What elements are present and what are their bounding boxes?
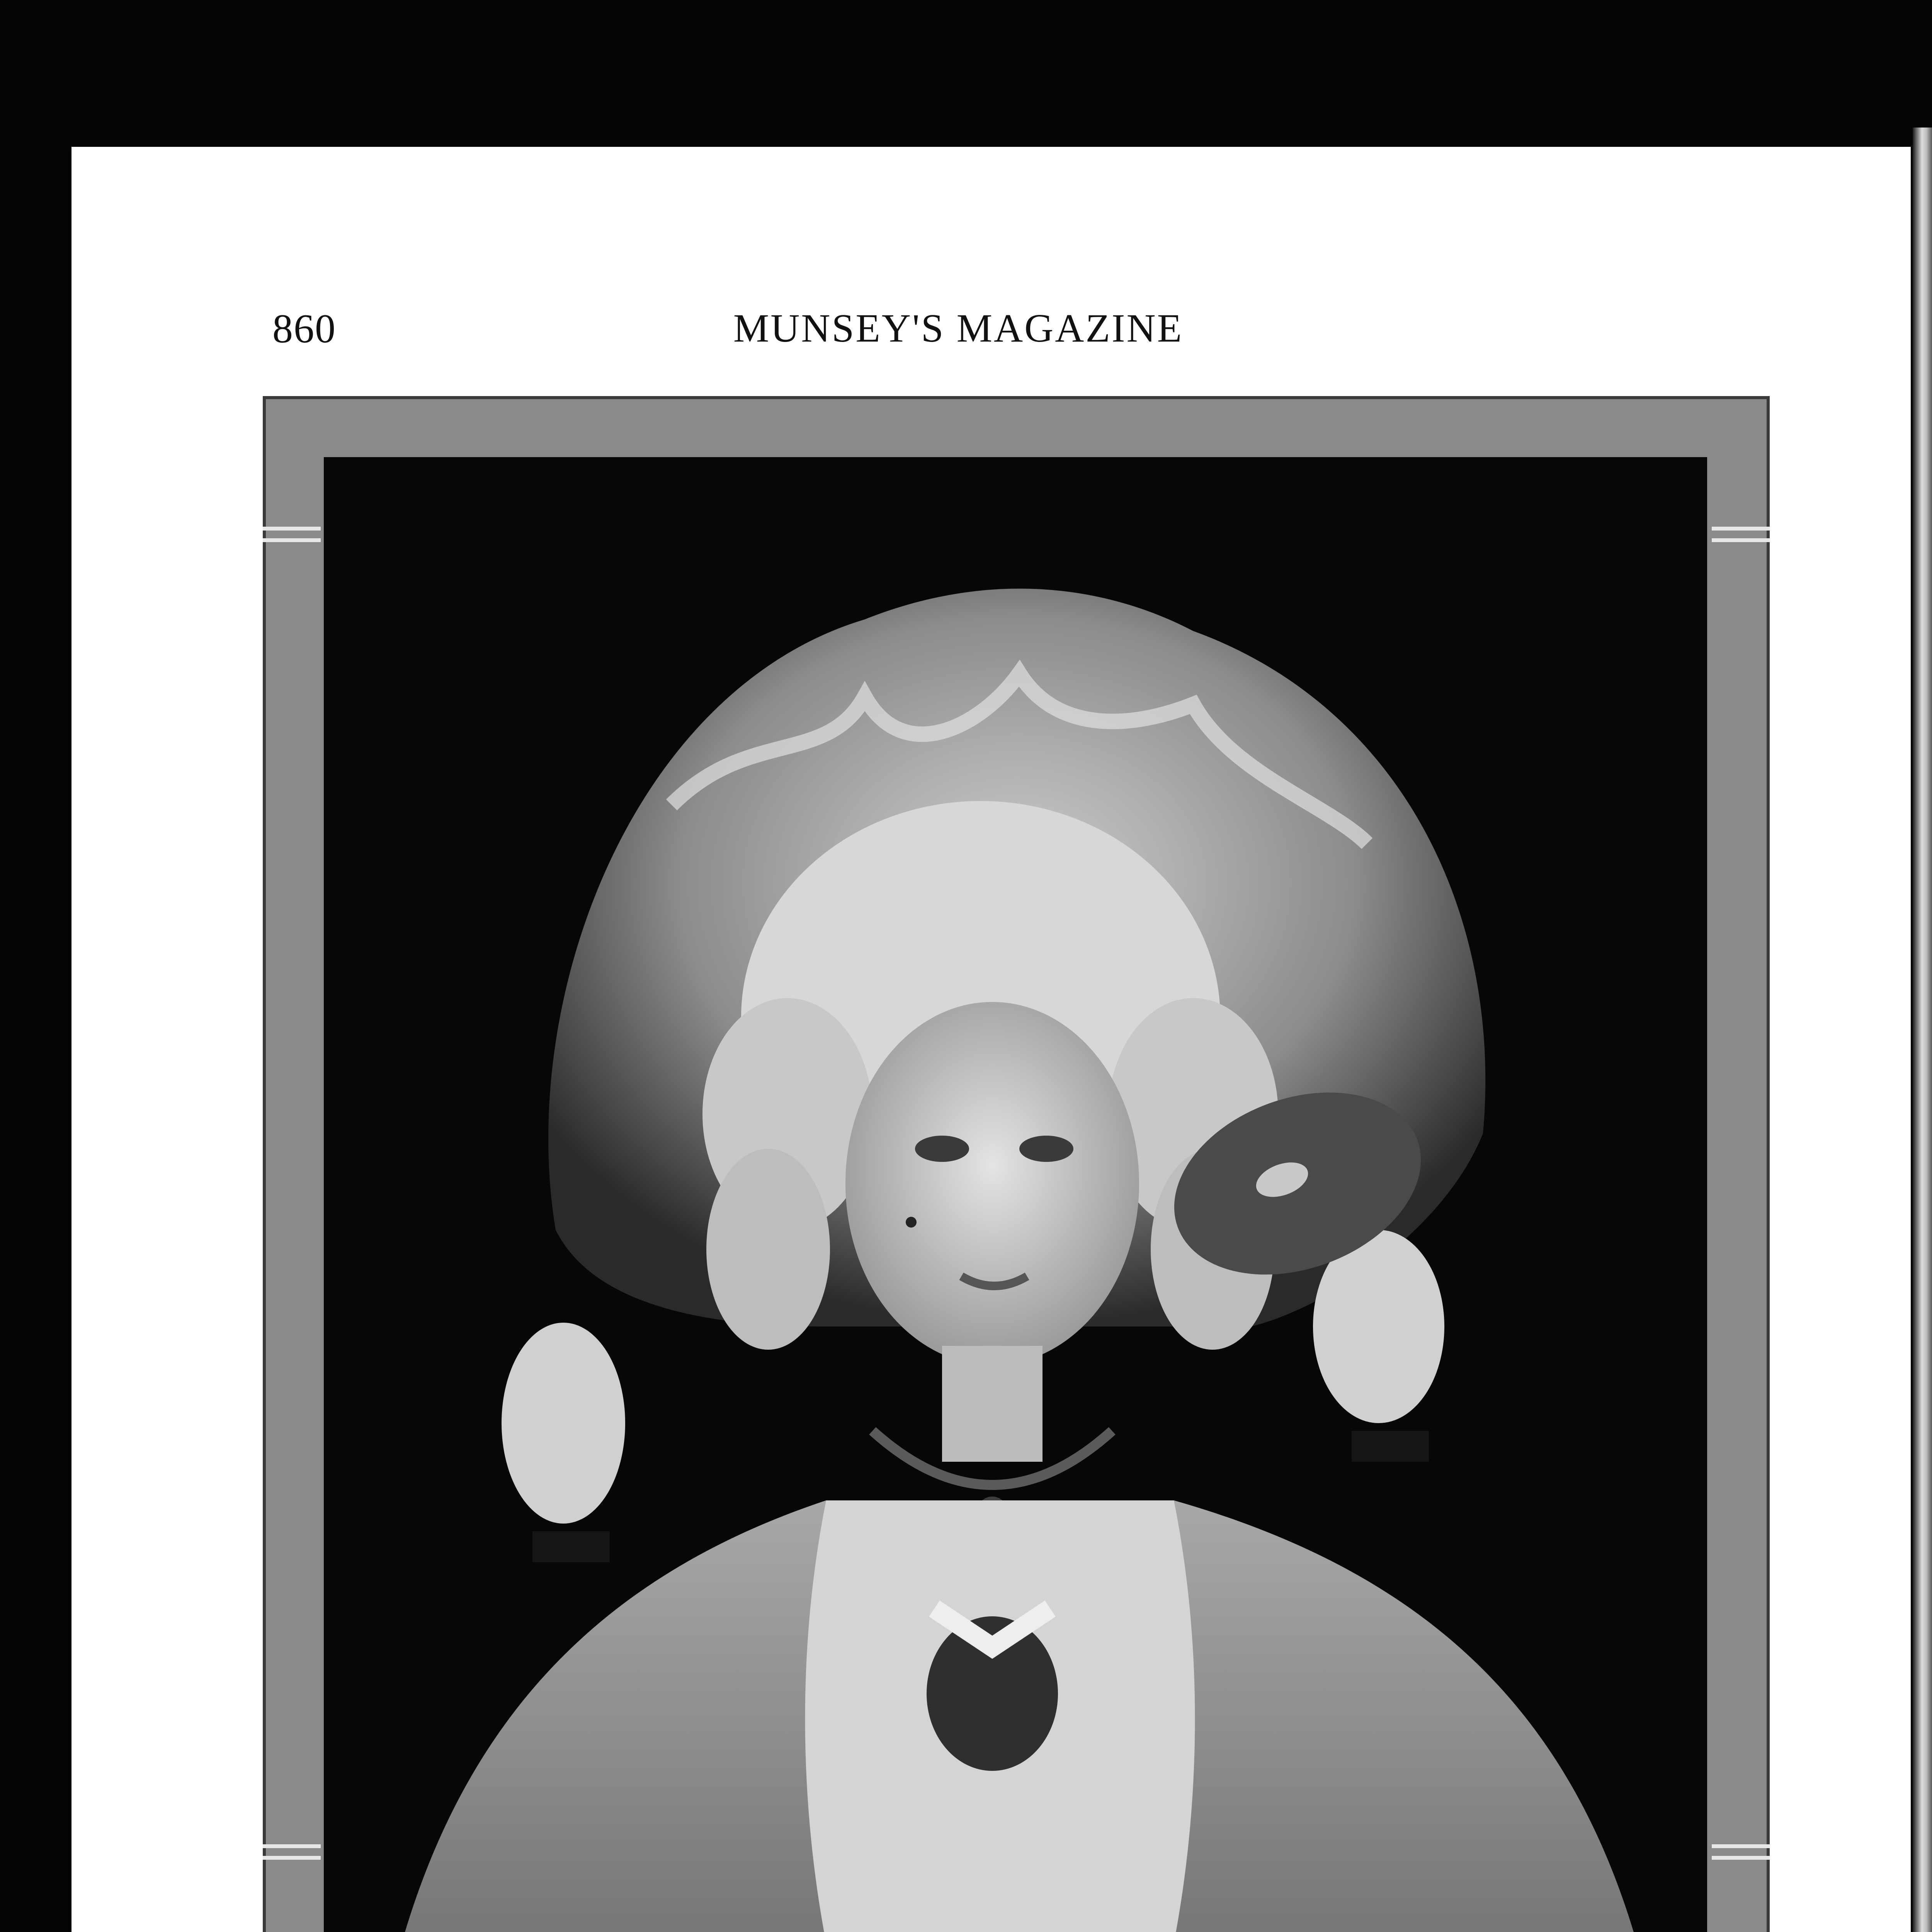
- plate-rule: [1712, 527, 1770, 531]
- plate-rule: [1712, 1844, 1770, 1848]
- page-header: [199, 305, 1718, 359]
- running-title: MUNSEY'S MAGAZINE: [733, 306, 1184, 350]
- plate-rule: [1712, 538, 1770, 542]
- plate-rule: [1712, 1856, 1770, 1860]
- plate-rule: [263, 1844, 321, 1848]
- page-number: 860: [272, 306, 336, 351]
- plate-rule: [263, 1856, 321, 1860]
- page-edge: [1913, 128, 1932, 1932]
- plate-rule: [263, 527, 321, 531]
- portrait-photograph: [324, 457, 1707, 1932]
- portrait-illustration: [324, 457, 1707, 1932]
- plate-rule: [263, 538, 321, 542]
- photo-plate: [263, 396, 1770, 1932]
